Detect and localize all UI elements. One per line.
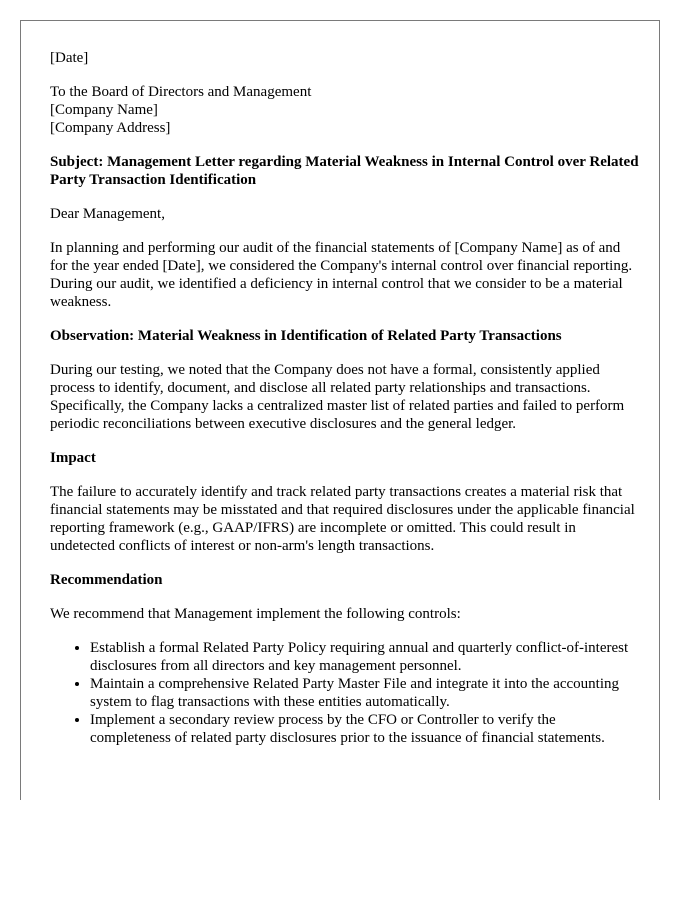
recommendation-list (50, 639, 640, 747)
recommendation-item-review-process: • Implement a secondary review process by the CFO or Controller to verify the completeness of related party disclosures prior to the issuance of financial statements. (90, 711, 640, 747)
subject-line: Subject: Management Letter regarding Material Weakness in Internal Control over Related Party Transaction Identification (50, 154, 639, 188)
letter-page (20, 20, 660, 800)
observation-heading: Observation: Material Weakness in Identification of Related Party Transactions (50, 328, 562, 344)
recipient-line-company-name: [Company Name] (50, 102, 158, 118)
recommendation-intro: We recommend that Management implement the following controls: (50, 606, 461, 622)
recipient-address (50, 83, 640, 137)
letter-body (50, 49, 640, 747)
salutation: Dear Management, (50, 206, 165, 222)
recipient-line-board: To the Board of Directors and Management (50, 84, 312, 100)
letter-date: [Date] (50, 50, 89, 66)
recipient-line-company-address: [Company Address] (50, 120, 171, 136)
intro-paragraph: In planning and performing our audit of the financial statements of [Company Name] as of and for the year ended [Date], we considered the Company's internal control over financial reporting. During our audit, we identified a deficiency in internal control that we consider to be a material weakness. (50, 240, 633, 310)
impact-heading: Impact (50, 450, 96, 466)
recommendation-item-policy: • Establish a formal Related Party Policy requiring annual and quarterly conflict-of-interest disclosures from all directors and key management personnel. (90, 639, 640, 675)
impact-paragraph: The failure to accurately identify and track related party transactions creates a material risk that financial statements may be misstated and that required disclosures under the applicable financial reporting framework (e.g., GAAP/IFRS) are incomplete or omitted. This could result in undetected conflicts of interest or non-arm's length transactions. (50, 484, 635, 554)
observation-paragraph: During our testing, we noted that the Company does not have a formal, consistently applied process to identify, document, and disclose all related party relationships and transactions. Specifically, the Company lacks a centralized master list of related parties and failed to perform periodic reconciliations between executive disclosures and the general ledger. (50, 362, 625, 432)
recommendation-heading: Recommendation (50, 572, 163, 588)
recommendation-item-master-file: • Maintain a comprehensive Related Party Master File and integrate it into the accounting system to flag transactions with these entities automatically. (90, 675, 640, 711)
